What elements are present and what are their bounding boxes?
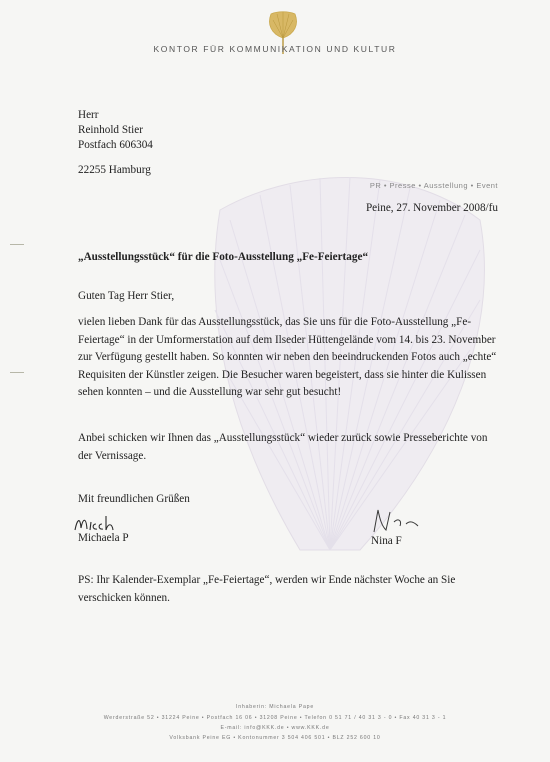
paragraph-line: verschicken können. [78, 591, 170, 604]
recipient-name: Reinhold Stier [78, 124, 143, 136]
paragraph-line: Feiertage“ in der Umformerstation auf dem Ilseder Hüttengelände vom 14. bis 23. November [78, 333, 496, 346]
body-paragraph-2 [78, 430, 487, 465]
signature-right [368, 506, 426, 536]
paragraph-line: sehen konnten – und die Ausstellung war sehr gut besucht! [78, 386, 342, 398]
paragraph-line: zur Verfügung gestellt haben. So konnten wir neben den beeindruckenden Fotos auch „echte“ [78, 351, 497, 363]
fold-mark [10, 372, 24, 373]
footer-owner: Inhaberin: Michaela Pape [235, 704, 315, 710]
footer-bank: Volksbank Peine EG • Kontonummer 3 504 406 501 • BLZ 252 600 10 [169, 735, 381, 741]
brand-name: KONTOR FÜR KOMMUNIKATION UND KULTUR [153, 44, 397, 54]
paragraph-line: PS: Ihr Kalender-Exemplar „Fe-Feiertage“, werden wir Ende nächster Woche an Sie [78, 574, 456, 586]
recipient-salutation: Herr [78, 109, 99, 121]
paragraph-line: vielen lieben Dank für das Ausstellungsstück, das Sie uns für die Foto-Ausstellung „Fe- [78, 316, 472, 328]
recipient-pobox: Postfach 606304 [78, 139, 153, 151]
postscript [78, 572, 455, 607]
paragraph-line: der Vernissage. [78, 449, 147, 462]
recipient-city: 22255 Hamburg [78, 164, 151, 176]
paragraph-line: Anbei schicken wir Ihnen das „Ausstellungsstück“ wieder zurück sowie Presseberichte von [78, 432, 488, 444]
date-line: Peine, 27. November 2008/fu [365, 202, 498, 214]
paragraph-line: Requisiten der Künstler zeigen. Die Besucher waren begeistert, dass sie hinter die Kulissen [78, 368, 487, 381]
closing: Mit freundlichen Grüßen [78, 493, 190, 505]
fold-mark [10, 244, 24, 245]
signer-right-name: Nina F [371, 535, 402, 547]
body-paragraph-1 [78, 314, 496, 402]
footer-contact: E-mail: info@KKK.de • www.KKK.de [220, 725, 330, 731]
signer-left-name: Michaela P [78, 532, 129, 544]
letterhead-tagline: PR • Presse • Ausstellung • Event [369, 181, 498, 190]
greeting: Guten Tag Herr Stier, [78, 290, 175, 302]
subject-line: „Ausstellungsstück“ für die Foto-Ausstellung „Fe-Feiertage“ [78, 251, 369, 263]
footer-address: Werderstraße 52 • 31224 Peine • Postfach 16 06 • 31208 Peine • Telefon 0 51 71 / 40 31 3 - 0 • Fax 40 31 3 - 1 [103, 715, 447, 721]
